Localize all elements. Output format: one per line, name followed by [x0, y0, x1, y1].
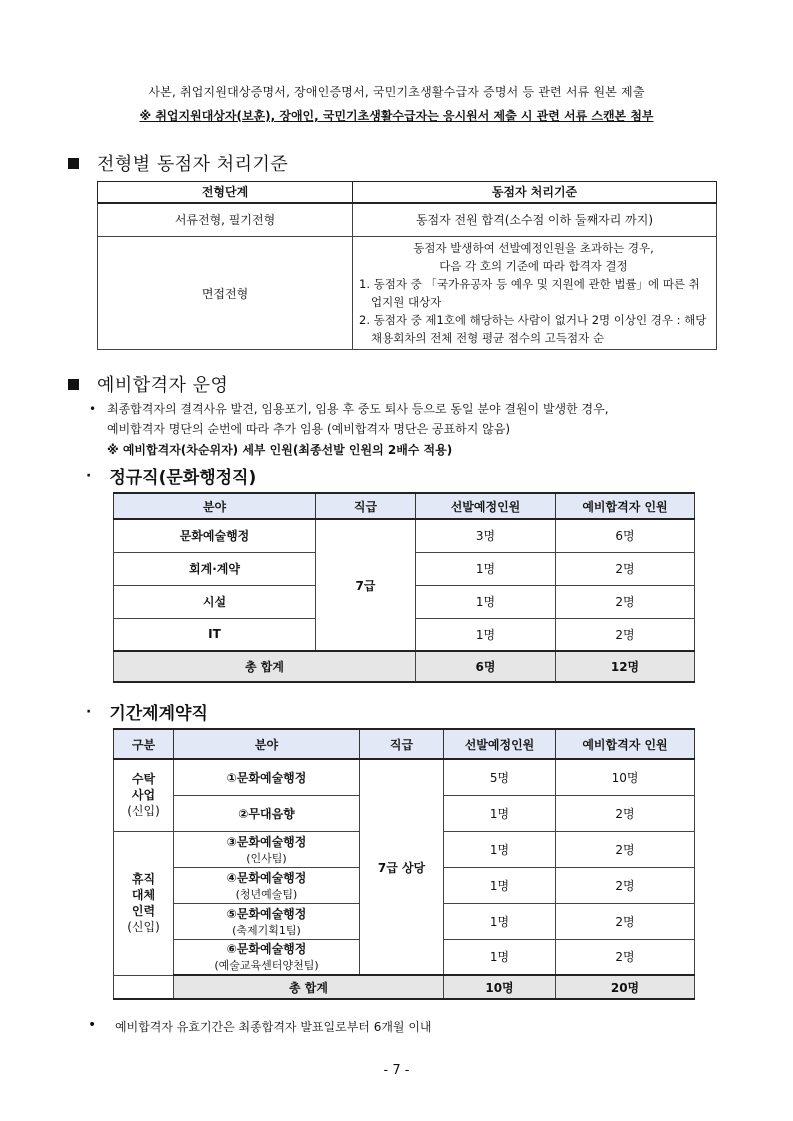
stage-cell: 서류전형, 필기전형: [98, 203, 353, 237]
criteria-cell: 동점자 전원 합격(소수점 이하 둘째자리 까지): [353, 203, 717, 237]
field-cell: [174, 903, 360, 939]
section-title: 전형별 동점자 처리기준: [97, 154, 289, 175]
square-bullet-icon: [68, 158, 79, 169]
planned-cell: 1명: [416, 552, 556, 585]
field-cell: 회계·계약: [114, 552, 316, 585]
reserve-cell: 2명: [556, 939, 695, 975]
middle-dot-icon: ·: [86, 703, 92, 720]
reserve-cell: 2명: [556, 831, 695, 867]
reserve-cell: 2명: [556, 795, 695, 831]
page-number: - 7 -: [383, 1063, 410, 1078]
category-label: 인력: [131, 904, 156, 918]
square-bullet-icon: [68, 379, 79, 390]
column-header: 분야: [114, 493, 316, 519]
column-header: 분야: [174, 729, 360, 759]
field-label: ①문화예술행정: [226, 770, 307, 785]
reserve-cell: 2명: [556, 552, 695, 585]
total-row: [114, 975, 695, 999]
tiebreak-table: [97, 181, 717, 350]
field-cell: 시설: [114, 585, 316, 618]
intro-line-documents: 사본, 취업지원대상증명서, 장애인증명서, 국민기초생활수급자 증명서 등 관련 서류 원본 제출: [148, 85, 645, 99]
column-header: 예비합격자 인원: [556, 729, 695, 759]
reserve-description: 최종합격자의 결격사유 발견, 임용포기, 임용 후 중도 퇴사 등으로 동일 분야 결원이 발생한 경우,: [107, 402, 609, 416]
total-planned: 6명: [416, 651, 556, 682]
table-row: [98, 237, 717, 350]
subheading-permanent: [86, 463, 256, 488]
total-reserve: 20명: [556, 975, 695, 999]
grade-cell: 7급 상당: [360, 759, 444, 975]
field-cell: IT: [114, 618, 316, 651]
bullet-dot-icon: •: [88, 1017, 97, 1033]
planned-cell: 1명: [444, 939, 556, 975]
planned-cell: 1명: [416, 618, 556, 651]
planned-cell: 1명: [444, 831, 556, 867]
column-header: 구분: [114, 729, 174, 759]
reserve-description-cont: 예비합격자 명단의 순번에 따라 추가 임용 (예비합격자 명단은 공표하지 않음): [107, 422, 511, 436]
field-label: ④문화예술행정: [226, 870, 307, 885]
column-header: 예비합격자 인원: [556, 493, 695, 519]
planned-cell: 1명: [416, 585, 556, 618]
planned-cell: 3명: [416, 519, 556, 552]
field-label: ⑤문화예술행정: [226, 906, 307, 921]
section-title: 예비합격자 운영: [97, 375, 229, 396]
planned-cell: 1명: [444, 795, 556, 831]
total-label: 총 합계: [114, 651, 416, 682]
validity-note: 예비합격자 유효기간은 최종합격자 발표일로부터 6개월 이내: [115, 1020, 432, 1034]
fixed-term-reserve-table: [113, 728, 695, 1000]
section-heading-reserve: [68, 371, 228, 397]
table-row: [114, 519, 695, 552]
total-reserve: 12명: [556, 651, 695, 682]
field-cell: [174, 831, 360, 867]
column-header: 직급: [316, 493, 416, 519]
team-label: (인사팀): [246, 851, 287, 865]
field-cell: ②무대음향: [174, 795, 360, 831]
table-row: [98, 203, 717, 237]
total-label: 총 합계: [174, 975, 444, 999]
subheading-fixed-term: [86, 699, 208, 724]
stage-cell: 면접전형: [98, 237, 353, 350]
criteria-intro: 다음 각 호의 기준에 따라 합격자 결정: [439, 259, 628, 273]
empty-cell: [114, 975, 174, 999]
total-planned: 10명: [444, 975, 556, 999]
criteria-item: 2. 동점자 중 제1호에 해당하는 사람이 없거나 2명 이상인 경우 : 해당 채용회차의 전체 전형 평균 점수의 고득점자 순: [359, 313, 707, 345]
column-header: 선발예정인원: [444, 729, 556, 759]
field-cell: [174, 867, 360, 903]
column-header: 직급: [360, 729, 444, 759]
column-header: 전형단계: [98, 182, 353, 203]
category-label: 수탁: [131, 772, 156, 787]
permanent-reserve-table: [113, 492, 695, 683]
field-cell: 문화예술행정: [114, 519, 316, 552]
subheading-title: 기간제계약직: [109, 704, 208, 724]
criteria-item: 1. 동점자 중 「국가유공자 등 예우 및 지원에 관한 법률」에 따른 취업지원 대상자: [359, 277, 700, 309]
section-heading-tiebreak: [68, 150, 288, 176]
subheading-title: 정규직(문화행정직): [109, 468, 257, 488]
middle-dot-icon: ·: [86, 467, 92, 484]
planned-cell: 1명: [444, 867, 556, 903]
bullet-dot-icon: •: [89, 402, 97, 416]
category-label: 휴직: [131, 872, 156, 886]
category-label: 사업: [131, 788, 156, 803]
team-label: (축제기획1팀): [232, 923, 301, 937]
category-cell-contract: [114, 759, 174, 831]
reserve-cell: 2명: [556, 903, 695, 939]
table-row: [114, 759, 695, 795]
field-cell: [174, 759, 360, 795]
intro-line-scan-note: ※ 취업지원대상자(보훈), 장애인, 국민기초생활수급자는 응시원서 제출 시 관련 서류 스캔본 첨부: [139, 109, 654, 123]
planned-cell: 1명: [444, 903, 556, 939]
team-label: (예술교육센터양천팀): [214, 959, 319, 973]
reserve-cell: 2명: [556, 618, 695, 651]
field-label: ⑥문화예술행정: [226, 942, 307, 957]
reserve-cell: 6명: [556, 519, 695, 552]
total-row: [114, 651, 695, 682]
category-label: 대체: [131, 888, 156, 902]
team-label: (청년예술팀): [235, 887, 298, 901]
field-label: ③문화예술행정: [226, 834, 307, 849]
category-sub: (신입): [127, 920, 160, 934]
reserve-cell: 10명: [556, 759, 695, 795]
category-cell-leave: [114, 831, 174, 975]
grade-cell: 7급: [316, 519, 416, 651]
planned-cell: 5명: [444, 759, 556, 795]
category-sub: (신입): [127, 804, 160, 819]
field-cell: [174, 939, 360, 975]
criteria-cell: [353, 237, 717, 350]
reserve-cell: 2명: [556, 585, 695, 618]
reserve-cell: 2명: [556, 867, 695, 903]
criteria-intro: 동점자 발생하여 선발예정인원을 초과하는 경우,: [413, 241, 654, 255]
reserve-note: ※ 예비합격자(차순위자) 세부 인원(최종선발 인원의 2배수 적용): [107, 443, 453, 457]
column-header: 동점자 처리기준: [353, 182, 717, 203]
column-header: 선발예정인원: [416, 493, 556, 519]
